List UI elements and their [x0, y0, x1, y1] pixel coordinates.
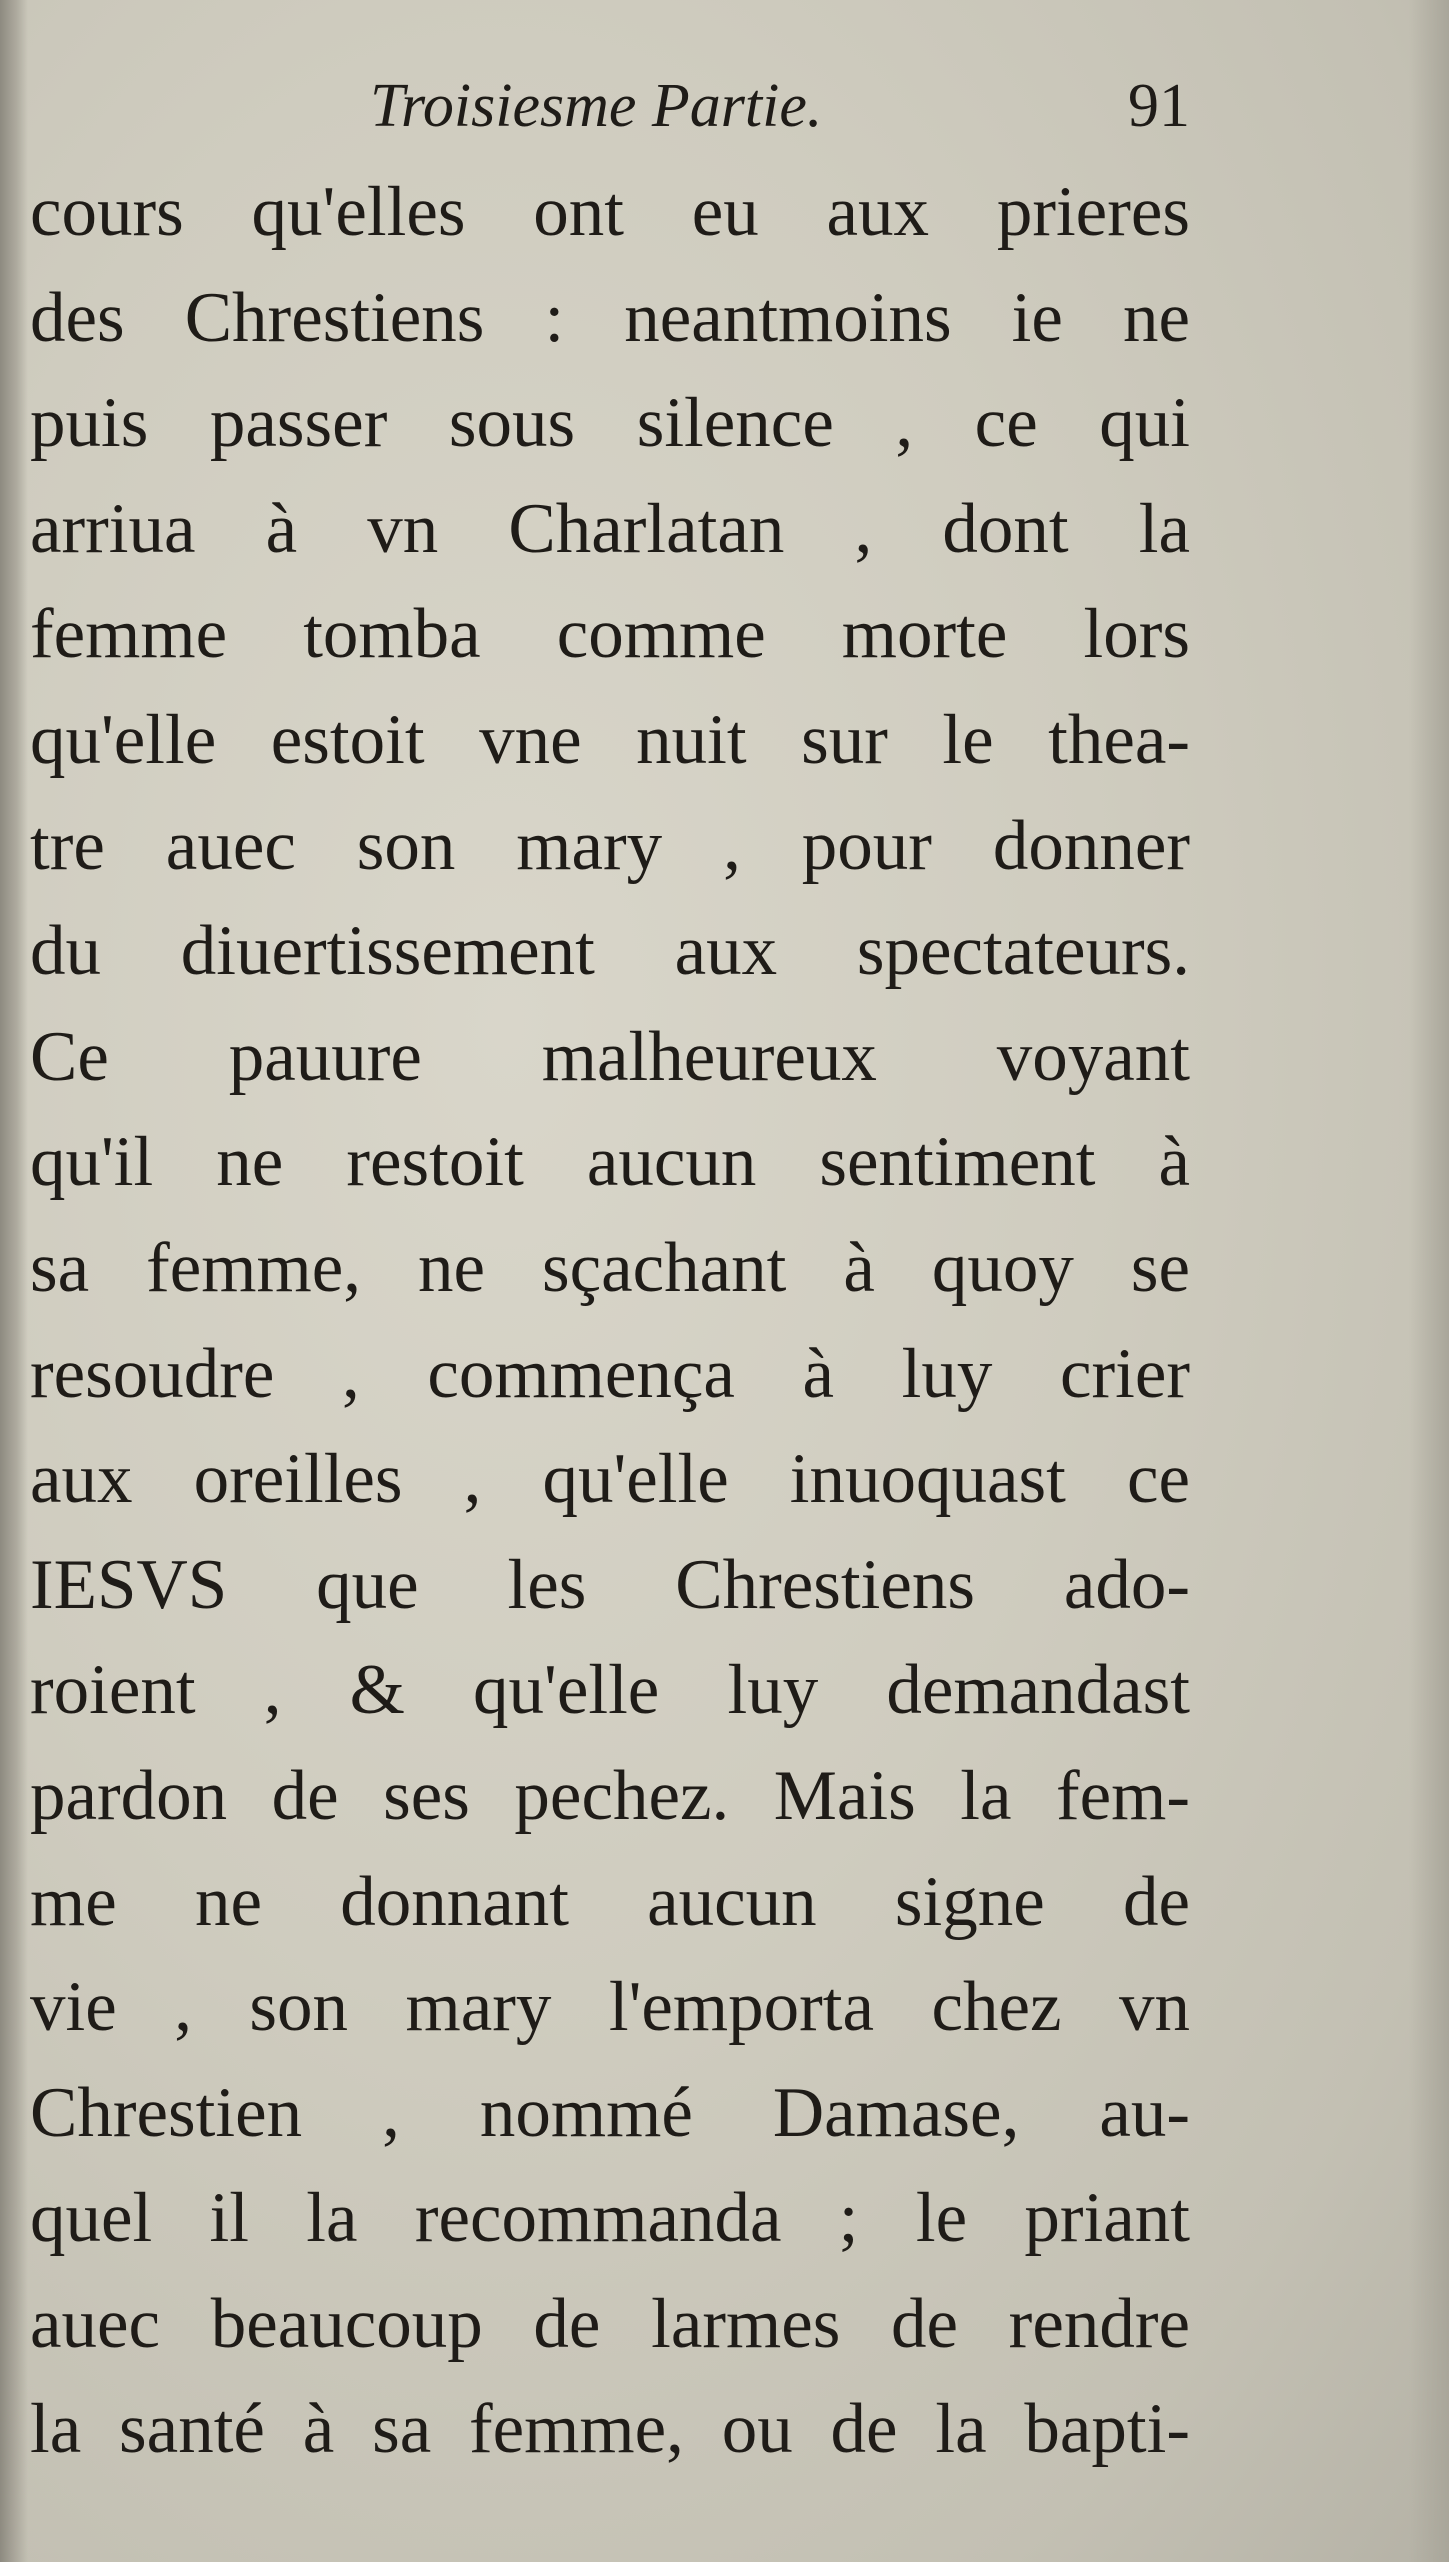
- text-line: roient , & qu'elle luy demandast: [30, 1651, 1190, 1730]
- text-line: quel il la recommanda ; le priant: [30, 2179, 1190, 2258]
- text-line: resoudre , commença à luy crier: [30, 1334, 1190, 1413]
- running-title: Troisiesme Partie.: [370, 72, 823, 140]
- text-line: cours qu'elles ont eu aux prieres: [30, 173, 1190, 251]
- text-line: femme tomba comme morte lors: [30, 595, 1190, 674]
- text-line: des Chrestiens : neantmoins ie ne: [30, 278, 1190, 357]
- body-text: [30, 160, 1190, 2483]
- text-line: qu'il ne restoit aucun sentiment à: [30, 1123, 1190, 1202]
- text-line: vie , son mary l'emporta chez vn: [30, 1968, 1190, 2047]
- text-line: me ne donnant aucun signe de: [30, 1862, 1190, 1941]
- text-line: aux oreilles , qu'elle inuoquast ce: [30, 1440, 1190, 1519]
- text-line: Ce pauure malheureux voyant: [30, 1017, 1190, 1096]
- text-line: auec beaucoup de larmes de rendre: [30, 2284, 1190, 2363]
- text-line: la santé à sa femme, ou de la bapti-: [30, 2390, 1190, 2469]
- text-line: Chrestien , nommé Damase, au-: [30, 2073, 1190, 2152]
- text-line: arriua à vn Charlatan , dont la: [30, 489, 1190, 568]
- text-line: tre auec son mary , pour donner: [30, 806, 1190, 885]
- page-edge: [1409, 0, 1449, 2562]
- text-line: puis passer sous silence , ce qui: [30, 384, 1190, 463]
- text-line: du diuertissement aux spectateurs.: [30, 912, 1190, 991]
- text-line: IESVS que les Chrestiens ado-: [30, 1545, 1190, 1624]
- binding-gutter: [0, 0, 28, 2562]
- running-header: [30, 66, 1190, 146]
- text-line: sa femme, ne sçachant à quoy se: [30, 1228, 1190, 1307]
- text-line: pardon de ses pechez. Mais la fem-: [30, 1756, 1190, 1835]
- text-line: qu'elle estoit vne nuit sur le thea-: [30, 700, 1190, 779]
- page-number: 91: [1128, 72, 1190, 140]
